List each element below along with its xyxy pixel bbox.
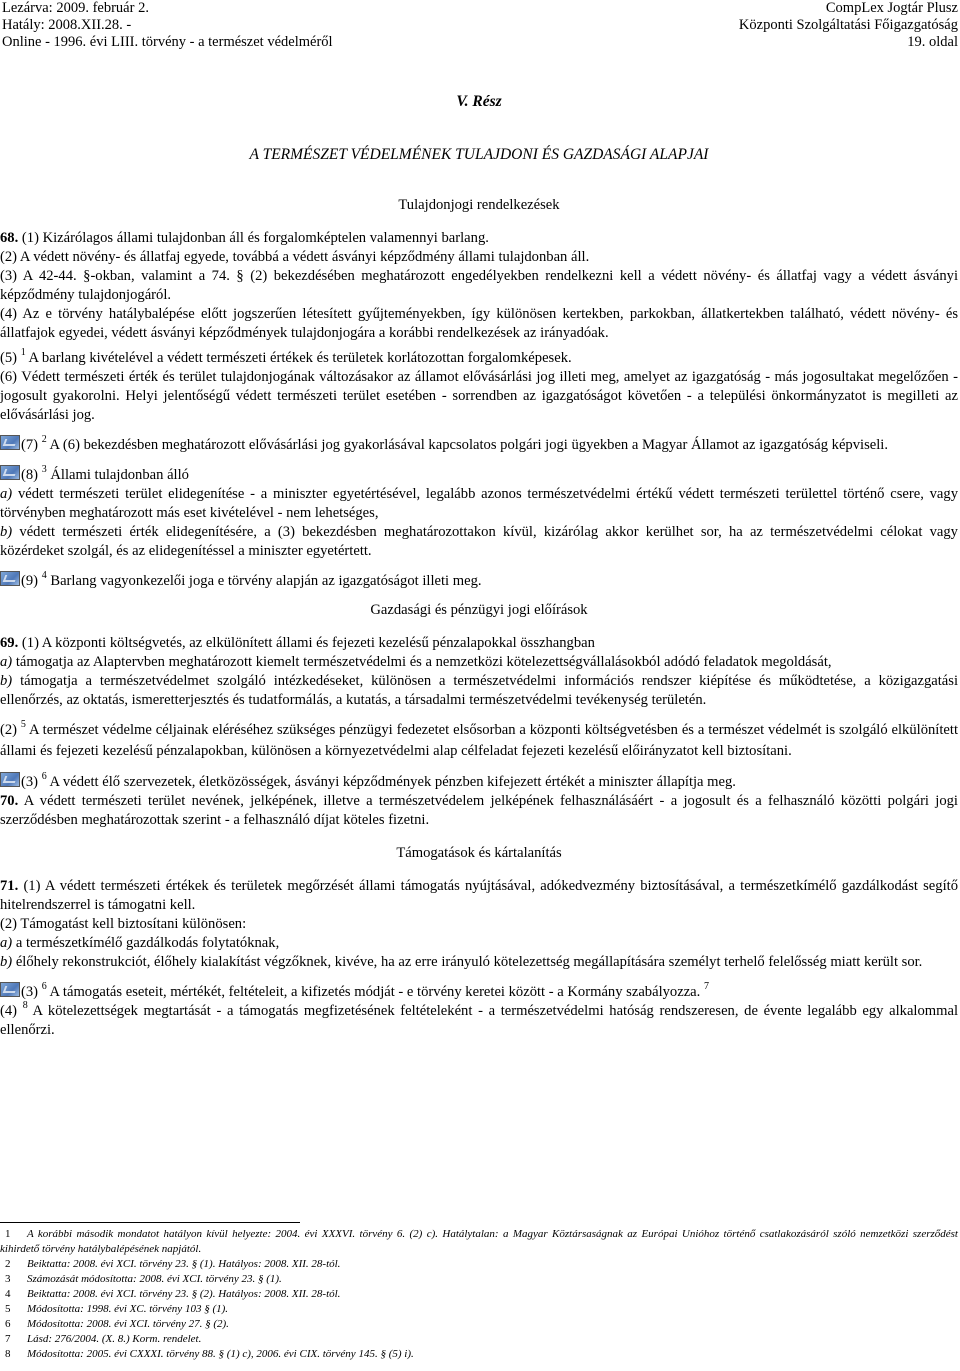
footnote-ref[interactable]: 7 bbox=[703, 981, 709, 992]
amendment-history-icon[interactable] bbox=[0, 772, 20, 787]
law-title: Online - 1996. évi LIII. törvény - a természet védelméről bbox=[2, 34, 333, 50]
footnote-number: 8 bbox=[5, 1348, 11, 1360]
section-68-8: (8) $^3$ Állami tulajdonban álló bbox=[0, 465, 958, 485]
section-68-6: (6) Védett természeti érték és terület tulajdonjogának változásakor az államot elővásárlási jog illeti meg, amelyet az igazgatóság - más jogosultakat megelőzően - jogosult gyakorolni. Helyi jelentőségű védett természeti terület esetében - sorrendben az igazgatóságot követően - a települési önkormányzatot is megilleti az elővásárlási jog. bbox=[0, 369, 958, 423]
footnote-item bbox=[0, 1257, 958, 1272]
section-71-1: 71. (1) A védett természeti értékek és területek megőrzését állami támogatás nyújtásával, adókedvezmény biztosításával, a természetkímélő gazdálkodást segítő hitelrendszerrel is támogatni kell. bbox=[0, 878, 958, 913]
footnote-text: Számozását módosította: 2008. évi XCI. törvény 23. § (1). bbox=[27, 1273, 282, 1285]
document-body bbox=[0, 90, 958, 1040]
footnote-item bbox=[0, 1272, 958, 1287]
footnotes bbox=[0, 1222, 958, 1362]
closed-date: Lezárva: 2009. február 2. bbox=[2, 0, 149, 16]
section-number: 71. bbox=[0, 878, 19, 894]
footnote-item bbox=[0, 1347, 958, 1362]
section-71-3: (3) $^6$ A támogatás eseteit, mértékét, feltételeit, a kifizetés módját - e törvény keretei között - a Kormány szabályozza. $^7$ bbox=[0, 982, 958, 1002]
effective-date: Hatály: 2008.XII.28. - bbox=[2, 17, 132, 33]
amendment-history-icon[interactable] bbox=[0, 465, 20, 480]
section-68-7: (7) $^2$ A (6) bekezdésben meghatározott elővásárlási jog gyakorlásával kapcsolatos polgári jogi ügyekben a Magyar Államot az igazgatóság képviseli. bbox=[0, 435, 958, 455]
chapter-title: A TERMÉSZET VÉDELMÉNEK TULAJDONI ÉS GAZDASÁGI ALAPJAI bbox=[249, 146, 709, 163]
section-subtitle-finance: Gazdasági és pénzügyi jogi előírások bbox=[370, 602, 588, 618]
footnote-ref[interactable]: 5 bbox=[20, 719, 26, 730]
section-71-2-a: a) a természetkímélő gazdálkodás folytatóknak, bbox=[0, 935, 280, 951]
section-68-1: 68. (1) Kizárólagos állami tulajdonban áll és forgalomképtelen valamennyi barlang. bbox=[0, 230, 489, 246]
part-heading: V. Rész bbox=[456, 93, 502, 110]
section-68-2: (2) A védett növény- és állatfaj egyede, továbbá a védett ásványi képződmény állami tulajdonban áll. bbox=[0, 249, 590, 265]
section-68-8-b: b) védett természeti érték elidegenítésére, a (3) bekezdésben meghatározottakon kívül, kizárólag akkor kerülhet sor, ha az természetvédelmi célokat vagy közérdeket szolgál, és az elidegenítéssel a miniszter egyetértett. bbox=[0, 524, 958, 559]
section-subtitle-support: Támogatások és kártalanítás bbox=[396, 845, 562, 861]
footnote-item bbox=[0, 1302, 958, 1317]
section-68-5: (5) $^1$ A barlang kivételével a védett természeti értékek és területek korlátozottan forgalomképesek. bbox=[0, 347, 572, 366]
footnote-text: Beiktatta: 2008. évi XCI. törvény 23. § (1). Hatályos: 2008. XII. 28-tól. bbox=[27, 1258, 341, 1270]
section-68-4: (4) Az e törvény hatálybalépése előtt jogszerűen létesített gyűjteményekben, így különösen kertekben, parkokban, állatkertekben található, védett növény- és állatfajok egyedei, védett ásványi képződmények tulajdonjogára a korábbi rendelkezések az irányadóak. bbox=[0, 306, 958, 341]
footnote-ref[interactable]: 2 bbox=[41, 434, 47, 445]
footnote-text: A korábbi második mondatot hatályon kívül helyezte: 2004. évi XXXVI. törvény 6. (2) c). Hatálytalan: a Magyar Köztársaságnak az Európai Unióhoz történő csatlakozásáról szóló nemzetközi szerződést kihirdető törvény hatálybalépésének napjától. bbox=[0, 1228, 958, 1255]
footnote-ref[interactable]: 3 bbox=[41, 464, 47, 475]
section-69-1-a: a) támogatja az Alaptervben meghatározott kiemelt természetvédelmi és a nemzetközi kötelezettségvállalásokból adódó feladatok megoldását, bbox=[0, 654, 832, 670]
section-68-9: (9) $^4$ Barlang vagyonkezelői joga e törvény alapján az igazgatóságot illeti meg. bbox=[0, 571, 958, 591]
footnote-item bbox=[0, 1332, 958, 1347]
footnote-text: Módosította: 2008. évi XCI. törvény 27. § (2). bbox=[27, 1318, 229, 1330]
footnote-number: 7 bbox=[5, 1333, 11, 1345]
section-71-2-b: b) élőhely rekonstrukciót, élőhely kialakítást végzőknek, kivéve, ha az erre irányuló kötelezettség megállapítására személyt terhelő felelősség miatt került sor. bbox=[0, 954, 923, 970]
footnote-number: 3 bbox=[5, 1273, 11, 1285]
footnote-ref[interactable]: 6 bbox=[41, 771, 47, 782]
footnote-list bbox=[0, 1227, 958, 1362]
page-number: 19. oldal bbox=[907, 34, 958, 50]
section-number: 69. bbox=[0, 635, 19, 651]
footnote-text: Módosította: 1998. évi XC. törvény 103 § (1). bbox=[27, 1303, 229, 1315]
authority: Központi Szolgáltatási Főigazgatóság bbox=[738, 17, 958, 33]
footnote-number: 4 bbox=[5, 1288, 11, 1300]
footnote-text: Módosította: 2005. évi CXXXI. törvény 88. § (1) c), 2006. évi CIX. törvény 145. § (5) i). bbox=[27, 1348, 414, 1360]
footnote-text: Lásd: 276/2004. (X. 8.) Korm. rendelet. bbox=[27, 1333, 202, 1345]
amendment-history-icon[interactable] bbox=[0, 571, 20, 586]
publisher: CompLex Jogtár Plusz bbox=[825, 0, 958, 16]
footnote-text: Beiktatta: 2008. évi XCI. törvény 23. § (2). Hatályos: 2008. XII. 28-tól. bbox=[27, 1288, 341, 1300]
footnote-divider bbox=[0, 1222, 300, 1223]
section-70: 70. A védett természeti terület nevének, jelképének, illetve a természetvédelem jelképének felhasználásáért - a jogosult és a felhasználó közötti polgári jogi szerződésben meghatározottak szerint - a felhasználó díjat köteles fizetni. bbox=[0, 793, 958, 828]
section-69-1: 69. (1) A központi költségvetés, az elkülönített állami és fejezeti kezelésű pénzalapokkal összhangban bbox=[0, 635, 595, 651]
footnote-ref[interactable]: 4 bbox=[41, 570, 47, 581]
section-number: 68. bbox=[0, 230, 19, 246]
section-69-3: (3) $^6$ A védett élő szervezetek, életközösségek, ásványi képződmények pénzben kifejezett értékét a miniszter állapítja meg. bbox=[0, 772, 958, 792]
section-69-2: (2) $^5$ A természet védelme céljainak eléréséhez szükséges pénzügyi fedezetet elsősorban a központi költségvetésben és a természet védelmét is szolgáló elkülönített állami és fejezeti kezelésű pénzalapokban, különösen a környezetvédelmi alap célfeladat fejezeti kezelésű előirányzatot kell biztosítani. bbox=[0, 719, 958, 759]
footnote-item bbox=[0, 1317, 958, 1332]
footnote-ref[interactable]: 6 bbox=[41, 981, 47, 992]
section-71-2: (2) Támogatást kell biztosítani különösen: bbox=[0, 916, 247, 932]
section-68-3: (3) A 42-44. §-okban, valamint a 74. § (2) bekezdésében meghatározott engedélyekben rendelkezni kell a védett növény- és állatfaj vagy a védett ásványi képződmény tulajdonjogáról. bbox=[0, 268, 958, 303]
section-69-1-b: b) támogatja a természetvédelmet szolgáló intézkedéseket, különösen a természetvédelmi információs rendszer kiépítése és működtetése, a közigazgatási ellenőrzés, az oktatás, ismeretterjesztés és tudatformálás, a kutatás, a társadalmi természetvédelmi tevékenység területén. bbox=[0, 673, 958, 708]
footnote-number: 5 bbox=[5, 1303, 11, 1315]
footnote-item bbox=[0, 1287, 958, 1302]
footnote-number: 6 bbox=[5, 1318, 11, 1330]
section-71-4: (4) $^8$ A kötelezettségek megtartását - a támogatás megfizetésének feltételeként - a természetvédelmi hatóság rendszeresen, de évente legalább egy alkalommal ellenőrzi. bbox=[0, 1000, 959, 1038]
footnote-ref[interactable]: 1 bbox=[20, 347, 26, 358]
footnote-number: 1 bbox=[5, 1228, 11, 1240]
section-number: 70. bbox=[0, 793, 19, 809]
amendment-history-icon[interactable] bbox=[0, 435, 20, 450]
section-68-8-a: a) védett természeti terület elidegenítése - a miniszter egyetértésével, legalább azonos természetvédelmi értékű védett természeti területtel történő csere, vagy törvényben meghatározott más eset kivételével - nem lehetséges, bbox=[0, 486, 958, 521]
amendment-history-icon[interactable] bbox=[0, 982, 20, 997]
section-subtitle-ownership: Tulajdonjogi rendelkezések bbox=[398, 197, 560, 213]
footnote-number: 2 bbox=[5, 1258, 11, 1270]
footnote-item bbox=[0, 1227, 958, 1257]
footnote-ref[interactable]: 8 bbox=[22, 1000, 28, 1011]
